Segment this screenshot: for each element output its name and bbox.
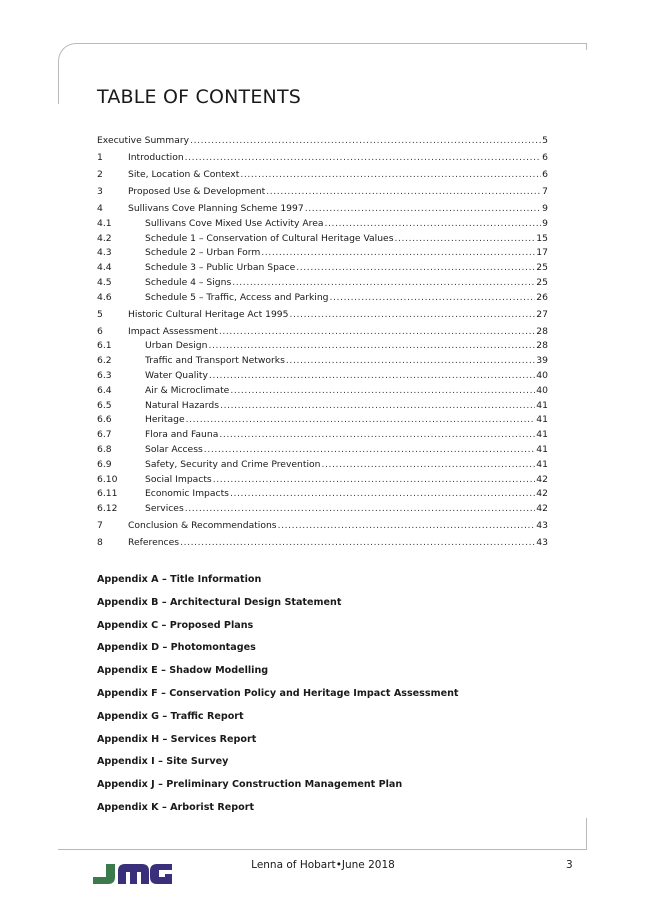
toc-entry[interactable]	[97, 325, 548, 340]
footer-date: June 2018	[341, 859, 395, 871]
toc-entry-title: Air & Microclimate	[145, 384, 230, 396]
toc-entry-title: Schedule 1 – Conservation of Cultural Heritage Values	[145, 232, 394, 244]
toc-entry-number: 6	[97, 325, 103, 337]
toc-dot-leader	[289, 308, 535, 323]
toc-entry[interactable]	[97, 202, 548, 217]
toc-entry-number: 7	[97, 520, 103, 532]
toc-dot-leader	[232, 276, 535, 291]
toc-entry-title: Services	[145, 503, 184, 515]
toc-dot-leader	[186, 413, 536, 428]
toc-entry-page: 28	[536, 325, 548, 337]
toc-entry[interactable]	[97, 354, 548, 369]
toc-entry[interactable]	[97, 443, 548, 458]
toc-entry[interactable]	[97, 473, 548, 488]
toc-entry-number: 4.6	[97, 291, 112, 303]
toc-entry-title: Impact Assessment	[128, 325, 218, 337]
toc-entry-page: 25	[536, 276, 548, 288]
toc-entry-number: 6.10	[97, 473, 118, 485]
appendix-item[interactable]: Appendix F – Conservation Policy and Heritage Impact Assessment	[97, 687, 459, 699]
page-number: 3	[566, 859, 573, 871]
toc-dot-leader	[395, 232, 536, 247]
toc-entry-page: 27	[536, 308, 548, 320]
toc-dot-leader	[213, 473, 536, 488]
page-title: TABLE OF CONTENTS	[97, 86, 302, 108]
toc-entry[interactable]	[97, 217, 548, 232]
appendix-item[interactable]: Appendix K – Arborist Report	[97, 801, 255, 813]
toc-entry-page: 40	[536, 370, 548, 382]
toc-entry-page: 41	[536, 414, 548, 426]
toc-entry-title: Schedule 3 – Public Urban Space	[145, 262, 296, 274]
toc-entry-number: 4.2	[97, 232, 112, 244]
toc-dot-leader	[219, 325, 535, 340]
toc-entry[interactable]	[97, 502, 548, 517]
toc-entry[interactable]	[97, 168, 548, 183]
toc-dot-leader	[180, 536, 535, 551]
toc-dot-leader	[261, 246, 535, 261]
toc-entry-page: 43	[536, 520, 548, 532]
toc-dot-leader	[208, 339, 535, 354]
toc-dot-leader	[219, 428, 535, 443]
toc-entry-number: 4.1	[97, 217, 112, 229]
appendix-item[interactable]: Appendix C – Proposed Plans	[97, 619, 254, 631]
toc-entry-page: 15	[536, 232, 548, 244]
toc-entry-page: 28	[536, 340, 548, 352]
toc-entry[interactable]	[97, 185, 548, 200]
toc-entry-page: 26	[536, 291, 548, 303]
toc-dot-leader	[230, 487, 535, 502]
toc-dot-leader	[266, 185, 541, 200]
toc-dot-leader	[230, 384, 535, 399]
toc-entry-number: 6.3	[97, 370, 112, 382]
toc-dot-leader	[209, 369, 535, 384]
toc-entry-title: Schedule 5 – Traffic, Access and Parking	[145, 291, 329, 303]
toc-entry[interactable]	[97, 384, 548, 399]
toc-entry-number: 4.4	[97, 262, 112, 274]
toc-dot-leader	[321, 458, 535, 473]
toc-dot-leader	[286, 354, 535, 369]
toc-entry-number: 1	[97, 151, 103, 163]
toc-dot-leader	[190, 134, 541, 149]
footer-caption	[0, 859, 646, 871]
table-of-contents	[97, 134, 548, 551]
toc-entry-number: 8	[97, 537, 103, 549]
toc-dot-leader	[305, 202, 541, 217]
toc-entry-number: 6.2	[97, 355, 112, 367]
toc-entry[interactable]	[97, 308, 548, 323]
toc-entry-number: 6.12	[97, 503, 118, 515]
toc-entry-number: 2	[97, 168, 103, 180]
toc-entry-number: 6.5	[97, 399, 112, 411]
appendix-list	[97, 573, 459, 824]
toc-entry-title: Site, Location & Context	[128, 168, 240, 180]
appendix-item[interactable]: Appendix B – Architectural Design Statement	[97, 596, 342, 608]
toc-entry-number: 4.3	[97, 247, 112, 259]
toc-entry[interactable]	[97, 399, 548, 414]
toc-entry-title: Introduction	[128, 151, 184, 163]
toc-entry-page: 41	[536, 458, 548, 470]
footer-document-name: Lenna of Hobart	[251, 859, 336, 871]
toc-entry-page: 7	[542, 185, 548, 197]
toc-entry[interactable]	[97, 134, 548, 149]
toc-entry-title: Schedule 4 – Signs	[145, 276, 232, 288]
appendix-item[interactable]: Appendix G – Traffic Report	[97, 710, 244, 722]
toc-entry-title: Solar Access	[145, 444, 203, 456]
toc-entry-title: Water Quality	[145, 370, 208, 382]
toc-entry-page: 43	[536, 537, 548, 549]
toc-entry[interactable]	[97, 276, 548, 291]
toc-entry-number: 6.1	[97, 340, 112, 352]
toc-entry-page: 42	[536, 488, 548, 500]
toc-entry[interactable]	[97, 428, 548, 443]
toc-entry-page: 6	[542, 151, 548, 163]
toc-entry[interactable]	[97, 339, 548, 354]
toc-entry-title: Conclusion & Recommendations	[128, 520, 277, 532]
toc-entry[interactable]	[97, 369, 548, 384]
toc-entry-page: 42	[536, 503, 548, 515]
toc-entry-title: Economic Impacts	[145, 488, 229, 500]
toc-entry-page: 41	[536, 444, 548, 456]
toc-entry-title: Natural Hazards	[145, 399, 220, 411]
toc-entry-number: 6.4	[97, 384, 112, 396]
toc-entry[interactable]	[97, 246, 548, 261]
toc-entry-page: 42	[536, 473, 548, 485]
appendix-item[interactable]: Appendix J – Preliminary Construction Management Plan	[97, 779, 403, 791]
toc-dot-leader	[278, 519, 536, 534]
toc-entry-number: 3	[97, 185, 103, 197]
toc-entry-title: Flora and Fauna	[145, 429, 219, 441]
toc-entry[interactable]	[97, 151, 548, 166]
toc-entry-title: Sullivans Cove Planning Scheme 1997	[128, 202, 304, 214]
toc-entry[interactable]	[97, 413, 548, 428]
toc-entry-page: 41	[536, 399, 548, 411]
toc-entry-number: 4	[97, 202, 103, 214]
toc-entry-title: Historic Cultural Heritage Act 1995	[128, 308, 289, 320]
toc-entry-title: Proposed Use & Development	[128, 185, 266, 197]
toc-entry[interactable]	[97, 519, 548, 534]
toc-entry-number: 4.5	[97, 276, 112, 288]
toc-entry-title: Heritage	[145, 414, 185, 426]
toc-entry-number: 6.8	[97, 444, 112, 456]
toc-entry-title: Traffic and Transport Networks	[145, 355, 285, 367]
toc-entry-page: 41	[536, 429, 548, 441]
toc-entry-page: 25	[536, 262, 548, 274]
toc-entry-page: 9	[542, 217, 548, 229]
appendix-item[interactable]: Appendix A – Title Information	[97, 574, 262, 585]
toc-entry-page: 40	[536, 384, 548, 396]
toc-entry-title: Schedule 2 – Urban Form	[145, 247, 261, 259]
toc-dot-leader	[325, 217, 542, 232]
toc-entry[interactable]	[97, 536, 548, 551]
toc-dot-leader	[185, 151, 542, 166]
toc-entry-page: 9	[542, 202, 548, 214]
appendix-item[interactable]: Appendix H – Services Report	[97, 733, 257, 745]
toc-entry-number: 5	[97, 308, 103, 320]
toc-entry-number: 6.9	[97, 458, 112, 470]
toc-entry-page: 17	[536, 247, 548, 259]
toc-entry[interactable]	[97, 261, 548, 276]
toc-entry-title: Urban Design	[145, 340, 208, 352]
toc-dot-leader	[220, 399, 535, 414]
toc-entry-number: 6.11	[97, 488, 118, 500]
toc-entry-title: Executive Summary	[97, 135, 190, 146]
toc-entry-page: 6	[542, 168, 548, 180]
footer-separator: •	[335, 859, 342, 871]
toc-entry-number: 6.7	[97, 429, 112, 441]
toc-dot-leader	[240, 168, 541, 183]
toc-entry-title: Safety, Security and Crime Prevention	[145, 458, 321, 470]
appendix-item[interactable]: Appendix E – Shadow Modelling	[97, 665, 269, 677]
toc-entry-title: References	[128, 537, 180, 549]
toc-dot-leader	[204, 443, 536, 458]
appendix-item[interactable]: Appendix D – Photomontages	[97, 642, 256, 654]
toc-entry[interactable]	[97, 232, 548, 247]
toc-entry[interactable]	[97, 487, 548, 502]
toc-entry-title: Social Impacts	[145, 473, 212, 485]
toc-entry-title: Sullivans Cove Mixed Use Activity Area	[145, 217, 324, 229]
toc-dot-leader	[185, 502, 536, 517]
toc-entry[interactable]	[97, 458, 548, 473]
toc-entry-number: 6.6	[97, 414, 112, 426]
toc-entry-page: 39	[536, 355, 548, 367]
toc-entry[interactable]	[97, 291, 548, 306]
toc-dot-leader	[296, 261, 535, 276]
toc-dot-leader	[330, 291, 536, 306]
appendix-item[interactable]: Appendix I – Site Survey	[97, 756, 229, 768]
toc-entry-page: 5	[542, 135, 548, 146]
